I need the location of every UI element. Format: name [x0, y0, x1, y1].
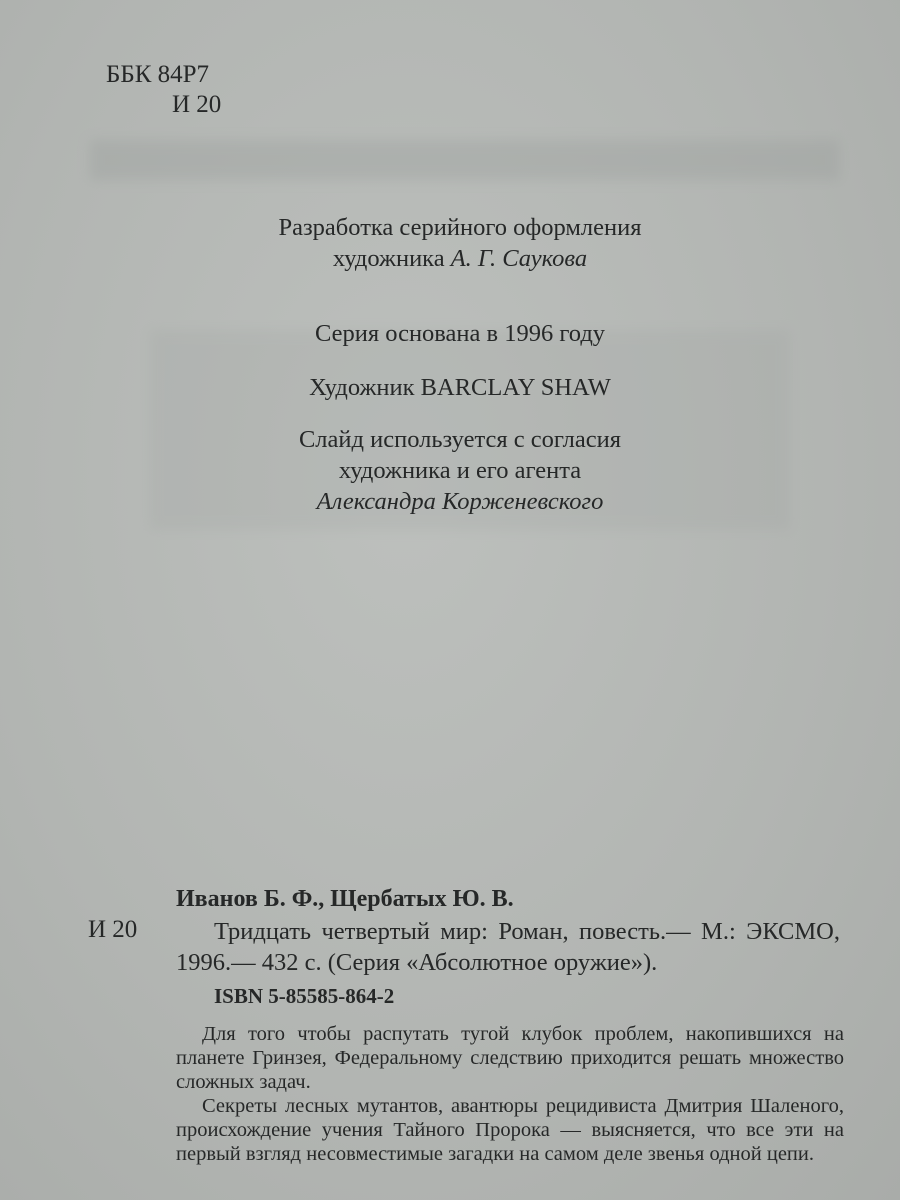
annotation-paragraph-2: Секреты лесных мутантов, авантюры рецидивиста Дмитрия Шаленого, происхождение учения Тайного Пророка — выясняется, что все эти на первый взгляд несовместимые загадки на самом деле звенья одной цепи.: [176, 1095, 844, 1165]
series-founded: Серия основана в 1996 году: [314, 320, 606, 347]
catalog-description: Тридцать четвертый мир: Роман, повесть.— М.: ЭКСМО, 1996.— 432 с. (Серия «Абсолютное оружие»).: [176, 918, 840, 976]
bbk-index: И 20: [172, 91, 222, 118]
slide-credit: [170, 424, 750, 517]
annotation-paragraph-1: Для того чтобы распутать тугой клубок проблем, накопившихся на планете Гринзея, Федеральному следствию приходится решать множество сложных задач.: [176, 1023, 844, 1093]
annotation: [176, 1022, 844, 1166]
design-line-1: Разработка серийного оформления: [278, 214, 642, 241]
series-design-credit: [170, 212, 750, 274]
catalog-index: И 20: [88, 916, 138, 943]
bbk-code: ББК 84Р7: [106, 61, 210, 88]
artist-credit: Художник BARCLAY SHAW: [309, 374, 611, 401]
design-line-2: [170, 243, 750, 274]
bbk-classification: [106, 60, 221, 120]
agent-name: Александра Корженевского: [316, 488, 604, 515]
slide-line-1: Слайд используется с согласия: [298, 426, 622, 453]
designer-name: А. Г. Саукова: [450, 245, 588, 272]
isbn: ISBN 5-85585-864-2: [214, 984, 395, 1008]
catalog-authors: Иванов Б. Ф., Щербатых Ю. В.: [176, 886, 514, 912]
slide-line-2: художника и его агента: [338, 457, 582, 484]
show-through-stripe: [90, 140, 840, 180]
design-prefix: художника: [332, 245, 445, 272]
